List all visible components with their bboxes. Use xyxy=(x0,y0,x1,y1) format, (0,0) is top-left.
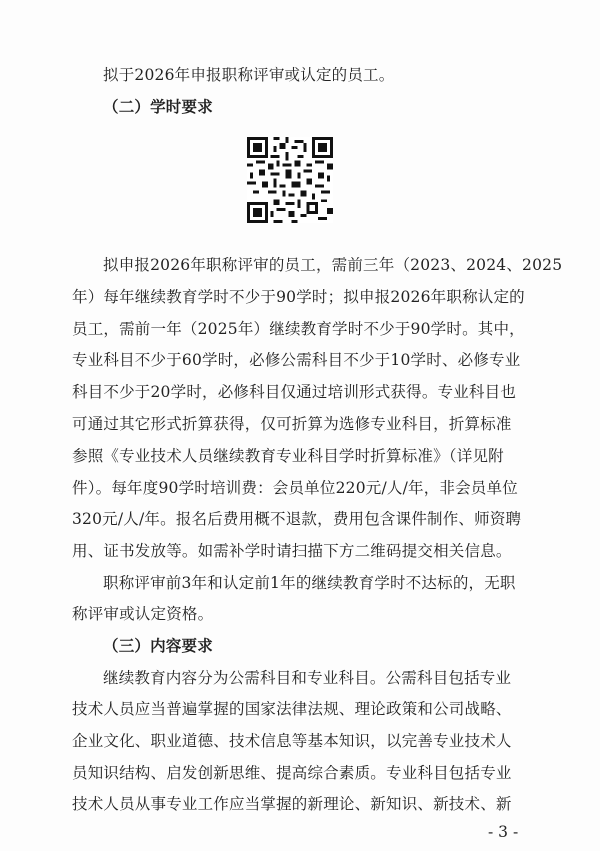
paragraph-line: 企业文化、职业道德、技术信息等基本知识，以完善专业技术人 xyxy=(72,732,512,750)
paragraph-line: 职称评审前3年和认定前1年的继续教育学时不达标的，无职 xyxy=(103,574,516,592)
paragraph-line: 用、证书发放等。如需补学时请扫描下方二维码提交相关信息。 xyxy=(72,542,512,560)
section-3-heading: （三）内容要求 xyxy=(103,637,213,655)
paragraph-line: 专业科目不少于60学时，必修公需科目不少于10学时、必修专业 xyxy=(72,351,521,369)
paragraph-line: 参照《专业技术人员继续教育专业科目学时折算标准》（详见附 xyxy=(72,447,504,465)
paragraph-line: 继续教育内容分为公需科目和专业科目。公需科目包括专业 xyxy=(103,669,512,687)
intro-line: 拟于2026年申报职称评审或认定的员工。 xyxy=(103,66,395,84)
section-2-heading: （二）学时要求 xyxy=(103,98,213,116)
paragraph-line: 技术人员从事专业工作应当掌握的新理论、新知识、新技术、新 xyxy=(72,795,512,813)
paragraph-line: 320元/人/年。报名后费用概不退款，费用包含课件制作、师资聘 xyxy=(72,510,522,528)
paragraph-line: 可通过其它形式折算获得，仅可折算为选修专业科目，折算标准 xyxy=(72,415,512,433)
qr-code-image[interactable] xyxy=(247,137,333,223)
paragraph-line: 员工，需前一年（2025年）继续教育学时不少于90学时。其中， xyxy=(72,320,525,338)
paragraph-line: 员知识结构、启发创新思维、提高综合素质。专业科目包括专业 xyxy=(72,764,512,782)
paragraph-line: 件）。每年度90学时培训费：会员单位220元/人/年，非会员单位 xyxy=(72,479,518,497)
paragraph-line: 技术人员应当普遍掌握的国家法律法规、理论政策和公司战略、 xyxy=(72,700,512,718)
paragraph-line: 称评审或认定资格。 xyxy=(72,605,214,623)
page-number: - 3 - xyxy=(488,823,519,841)
paragraph-line: 拟申报2026年职称评审的员工，需前三年（2023、2024、2025 xyxy=(103,256,563,274)
paragraph-line: 年）每年继续教育学时不少于90学时；拟申报2026年职称认定的 xyxy=(72,288,525,306)
paragraph-line: 科目不少于20学时，必修科目仅通过培训形式获得。专业科目也 xyxy=(72,383,517,401)
